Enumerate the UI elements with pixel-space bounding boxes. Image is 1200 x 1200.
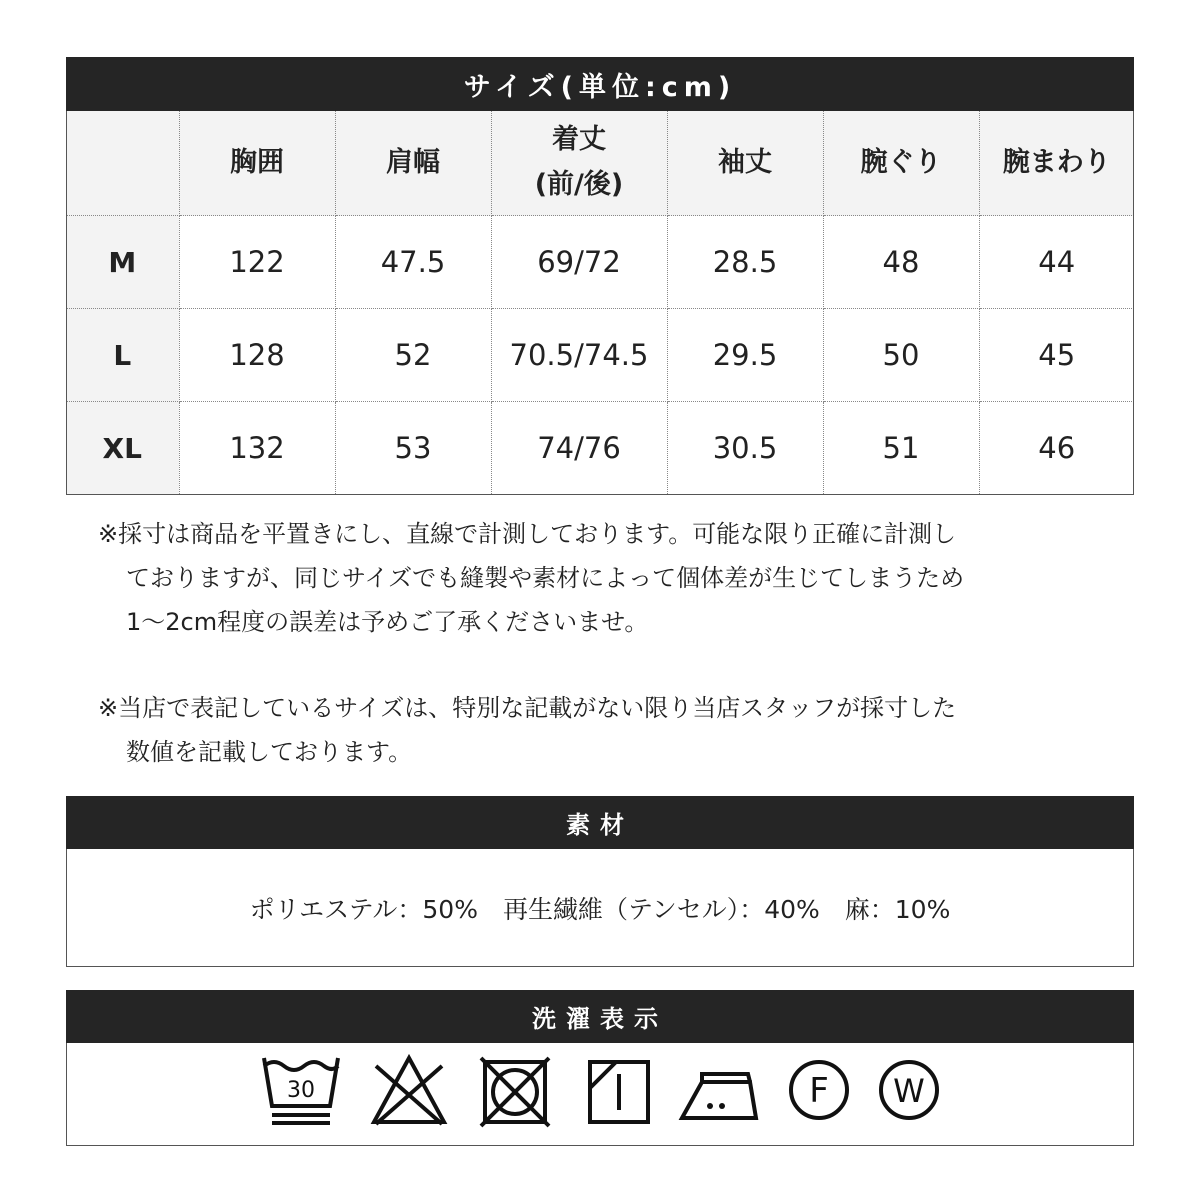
header-armhole: 腕ぐり <box>823 111 979 216</box>
care-section-title: 洗濯表示 <box>66 990 1134 1043</box>
no-tumble-dry-icon <box>477 1052 553 1128</box>
table-cell: 28.5 <box>667 216 823 309</box>
table-cell: 122 <box>179 216 335 309</box>
note-line: ておりますが、同じサイズでも縫製や素材によって個体差が生じてしまうため <box>126 564 965 592</box>
table-row <box>66 216 1134 309</box>
dry-clean-f-icon <box>784 1052 854 1128</box>
table-cell: 51 <box>823 402 979 495</box>
no-bleach-icon <box>368 1052 450 1128</box>
header-corner <box>66 111 179 216</box>
note-line: 数値を記載しております。 <box>126 738 413 766</box>
wet-clean-label: W <box>893 1072 925 1110</box>
header-sleeve: 袖丈 <box>667 111 823 216</box>
table-cell: 128 <box>179 309 335 402</box>
material-composition: ポリエステル：50% 再生繊維（テンセル）：40% 麻：10% <box>249 894 951 924</box>
size-label: L <box>66 309 179 402</box>
table-row <box>66 309 1134 402</box>
table-cell: 70.5/74.5 <box>491 309 667 402</box>
dry-clean-label: F <box>809 1071 829 1111</box>
wet-clean-w-icon <box>874 1052 944 1128</box>
header-arm-circumference: 腕まわり <box>979 111 1134 216</box>
table-cell: 48 <box>823 216 979 309</box>
table-cell: 44 <box>979 216 1134 309</box>
size-table <box>66 111 1134 494</box>
drip-dry-shade-icon <box>584 1052 654 1128</box>
header-shoulder: 肩幅 <box>335 111 491 216</box>
size-label: M <box>66 216 179 309</box>
size-policy-note <box>98 686 1098 774</box>
iron-medium-icon <box>676 1052 762 1128</box>
note-line: ※当店で表記しているサイズは、特別な記載がない限り当店スタッフが採寸した <box>98 694 957 722</box>
table-cell: 30.5 <box>667 402 823 495</box>
table-cell: 46 <box>1038 431 1076 465</box>
measurement-note <box>98 512 1098 644</box>
table-cell: 47.5 <box>335 216 491 309</box>
wash-temperature-label: 30 <box>287 1078 315 1103</box>
table-cell: 52 <box>335 309 491 402</box>
size-label: XL <box>66 402 179 495</box>
table-cell: 50 <box>823 309 979 402</box>
table-cell: 29.5 <box>667 309 823 402</box>
table-cell: 53 <box>335 402 491 495</box>
material-section-title: 素材 <box>66 796 1134 849</box>
note-line: ※採寸は商品を平置きにし、直線で計測しております。可能な限り正確に計測し <box>98 520 957 548</box>
table-cell: 132 <box>179 402 335 495</box>
size-table-header-row <box>66 111 1134 216</box>
size-section-title: サイズ(単位:cm) <box>66 57 1134 111</box>
table-cell: 45 <box>979 309 1134 402</box>
table-row <box>66 402 1134 495</box>
table-cell: 74/76 <box>491 402 667 495</box>
material-box <box>66 849 1134 967</box>
header-chest: 胸囲 <box>179 111 335 216</box>
wash-30-icon <box>260 1052 342 1128</box>
note-line: 1～2cm程度の誤差は予めご了承くださいませ。 <box>126 608 649 636</box>
table-cell: 69/72 <box>491 216 667 309</box>
header-length: 着丈 (前/後) <box>491 111 667 216</box>
